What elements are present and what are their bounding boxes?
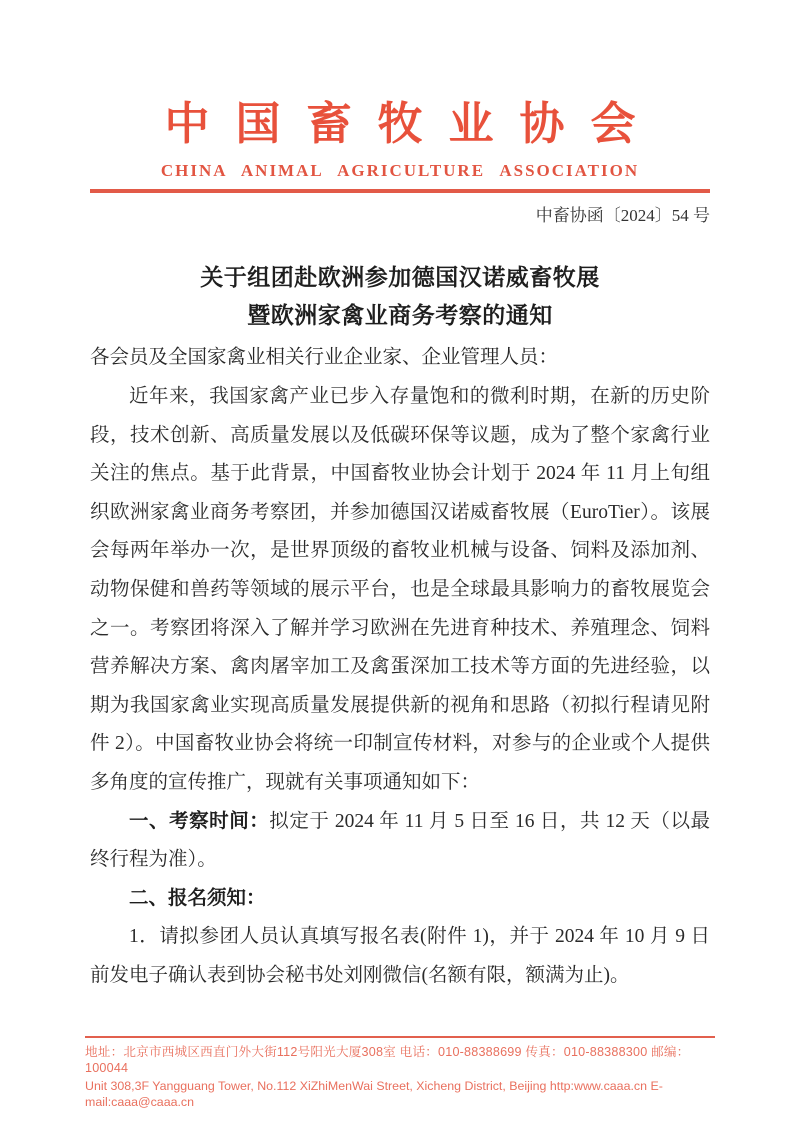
section-1-label: 一、考察时间：: [129, 810, 270, 832]
section-1-inspection-time: [90, 803, 710, 880]
notice-title: [90, 259, 710, 334]
footer-divider: [85, 1036, 715, 1038]
item-1-registration-form: [90, 918, 710, 995]
notice-title-line1: 关于组团赴欧洲参加德国汉诺威畜牧展: [200, 265, 600, 290]
section-2-registration-notes: [90, 880, 710, 919]
org-name-cn: 中国畜牧业协会: [164, 99, 662, 149]
notice-title-line2: 暨欧洲家禽业商务考察的通知: [247, 302, 553, 328]
footer-address-cn: 地址：北京市西城区西直门外大街112号阳光大厦308室 电话：010-88388699 传真：010-88388300 邮编：100044: [85, 1045, 690, 1075]
footer: [85, 1036, 715, 1110]
salutation: 各会员及全国家禽业相关行业企业家、企业管理人员：: [90, 347, 559, 368]
doc-number: 中畜协函〔2024〕54 号: [535, 206, 710, 225]
item-1-text: 1．请拟参团人员认真填写报名表(附件 1)，并于 2024 年 10 月 9 日前发电子确认表到协会秘书处刘刚微信(名额有限，额满为止)。: [90, 926, 710, 986]
footer-address-en: Unit 308,3F Yangguang Tower, No.112 XiZhiMenWai Street, Xicheng District, Beijing http:www.caaa.cn E-mail:caaa@caaa.cn: [85, 1079, 663, 1109]
org-name-en: CHINA ANIMAL AGRICULTURE ASSOCIATION: [160, 161, 640, 180]
section-2-label: 二、报名须知：: [129, 887, 266, 909]
section-1-text: 拟定于 2024 年 11 月 5 日至 16 日，共 12 天（以最终行程为准）。: [90, 810, 710, 871]
intro-paragraph: 近年来，我国家禽产业已步入存量饱和的微利时期，在新的历史阶段，技术创新、高质量发展以及低碳环保等议题，成为了整个家禽行业关注的焦点。基于此背景，中国畜牧业协会计划于 2024 年 11 月上旬组织欧洲家禽业商务考察团，并参加德国汉诺威畜牧展（EuroTier）。该展会每两年举办一次，是世界顶级的畜牧业机械与设备、饲料及添加剂、动物保健和兽药等领域的展示平台，也是全球最具影响力的畜牧展览会之一。考察团将深入了解并学习欧洲在先进育种技术、养殖理念、饲料营养解决方案、禽肉屠宰加工及禽蛋深加工技术等方面的先进经验，以期为我国家禽业实现高质量发展提供新的视角和思路（初拟行程请见附件 2）。中国畜牧业协会将统一印制宣传材料，对参与的企业或个人提供多角度的宣传推广，现就有关事项通知如下：: [90, 386, 710, 793]
header-divider: [90, 189, 710, 193]
